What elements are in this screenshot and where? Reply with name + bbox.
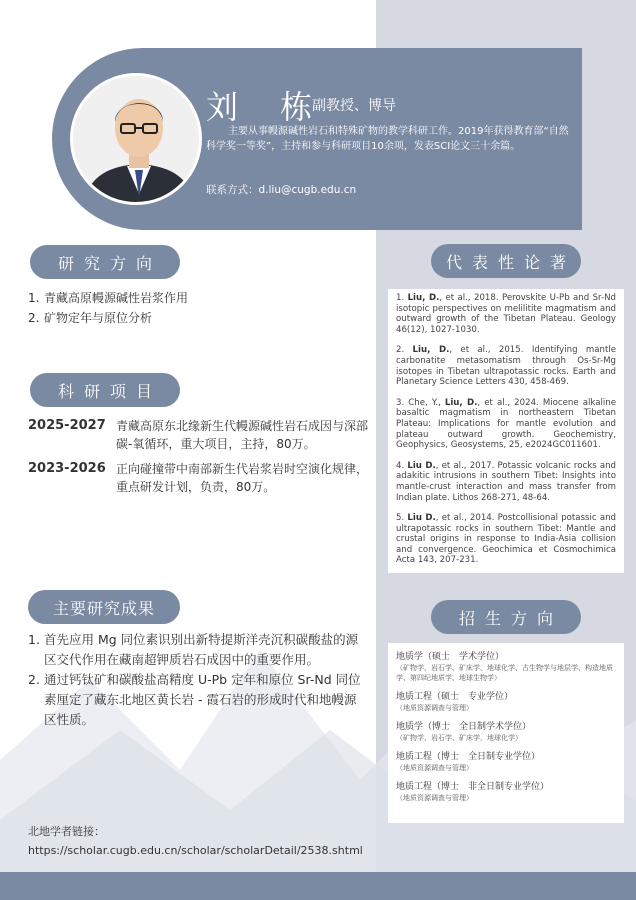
list-item-number: 2.: [28, 311, 40, 325]
profile-intro: 主要从事幔源碱性岩石和特殊矿物的教学科研工作。2019年获得教育部“自然科学奖一等奖”，主持和参与科研项目10余项，发表SCI论文三十余篇。: [206, 126, 569, 152]
contact-info: 联系方式：d.liu@cugb.edu.cn: [206, 184, 357, 196]
scholar-link-section: [28, 822, 363, 860]
enrollment-item: [396, 781, 616, 803]
enrollment-list: [388, 643, 624, 823]
projects-heading: 科研项目: [30, 373, 180, 407]
list-item: [28, 308, 188, 328]
enrollment-fields: （地质资源调查与管理）: [396, 794, 473, 802]
achievements-heading: 主要研究成果: [28, 590, 180, 624]
publication-item: 3. Che, Y., Liu, D., et al., 2024. Miocene alkaline basaltic magmatism in northeastern Tibetan Plateau: Implications for mantle evolution and plateau outward growth. Geochemistry, Geophysics, Geosystems, 25, e2024GC011601.: [396, 397, 617, 451]
enrollment-degree: 地质学（硕士 学术学位）: [396, 652, 505, 662]
enrollment-degree: 地质工程（博士 全日制专业学位）: [396, 752, 541, 762]
project-desc: 青藏高原东北缘新生代幔源碱性岩石成因与深部碳-氧循环，重大项目，主持，80万。: [116, 419, 369, 451]
enrollment-fields: （地质资源调查与管理）: [396, 704, 473, 712]
list-item-number: 1.: [28, 291, 40, 305]
project-years: 2025-2027: [28, 418, 106, 433]
profile-photo: [70, 73, 202, 205]
list-item-number: 2.: [28, 672, 40, 687]
enrollment-fields: （矿物学、岩石学、矿床学，地球化学）: [396, 734, 522, 742]
list-item-number: 1.: [28, 632, 40, 647]
scholar-link-label: 北地学者链接：: [28, 825, 105, 838]
enrollment-degree: 地质学（博士 全日制学术学位）: [396, 722, 532, 732]
scholar-link-url[interactable]: https://scholar.cugb.edu.cn/scholar/scholarDetail/2538.shtml: [28, 844, 363, 857]
enrollment-degree: 地质工程（博士 非全日制专业学位）: [396, 782, 550, 792]
list-item: [28, 630, 368, 670]
list-item-text: 青藏高原幔源碱性岩浆作用: [44, 291, 189, 305]
research-heading: 研究方向: [30, 245, 180, 279]
publication-item: 5. Liu D., et al., 2014. Postcollisional potassic and ultrapotassic rocks in southern Tibet: Mantle and crustal origins in response to India-Asia collision and convergence. Geochimica et Cosmochimica Acta 143, 207-231.: [396, 513, 616, 566]
enrollment-fields: （地质资源调查与管理）: [396, 764, 473, 772]
project-years: 2023-2026: [28, 461, 106, 476]
research-list: [28, 288, 188, 328]
profile-name: 刘 栋: [206, 88, 329, 126]
enrollment-heading: 招生方向: [431, 600, 581, 634]
enrollment-item: [396, 721, 616, 743]
publication-item: 4. Liu D., et al., 2017. Potassic volcanic rocks and adakitic intrusions in southern Tibet: Insights into mantle-crust interaction and mass transfer from Indian plate. Lithos 268-271, 48-64.: [396, 460, 616, 503]
list-item: [28, 670, 368, 730]
publications-heading: 代表性论著: [431, 244, 581, 278]
publications-list: [388, 289, 624, 573]
footer-bar: [0, 872, 636, 900]
project-desc: 正向碰撞带中南部新生代岩浆岩时空演化规律，重点研发计划，负责，80万。: [116, 462, 369, 494]
list-item-text: 首先应用 Mg 同位素识别出新特提斯洋壳沉积碳酸盐的源区交代作用在藏南超钾质岩石成因中的重要作用。: [44, 632, 359, 667]
list-item-text: 通过钙钛矿和碳酸盐高精度 U-Pb 定年和原位 Sr-Nd 同位素厘定了藏东北地区黄长岩 - 霞石岩的形成时代和地幔源区性质。: [44, 672, 361, 727]
enrollment-item: [396, 691, 616, 713]
publication-item: 2. Liu, D., et al., 2015. Identifying mantle carbonatite metasomatism through Os-Sr-Mg isotopes in Tibetan ultrapotassic rocks. Earth and Planetary Science Letters 430, 458-469.: [396, 345, 617, 388]
list-item-text: 矿物定年与原位分析: [44, 311, 153, 325]
enrollment-fields: （矿物学、岩石学、矿床学、地球化学、古生物学与地层学、构造地质学、第四纪地质学、地球生物学）: [396, 664, 613, 682]
profile-title: 副教授、博导: [312, 98, 396, 114]
enrollment-item: [396, 651, 616, 683]
project-item: [28, 460, 372, 496]
enrollment-item: [396, 751, 616, 773]
achievements-list: [28, 630, 368, 730]
enrollment-degree: 地质工程（硕士 专业学位）: [396, 692, 514, 702]
list-item: [28, 288, 188, 308]
publication-item: 1. Liu, D., et al., 2018. Perovskite U-Pb and Sr-Nd isotopic perspectives on melilitite magmatism and outward growth of the Tibetan Plateau. Geology 46(12), 1027-1030.: [396, 293, 616, 335]
project-item: [28, 417, 372, 453]
